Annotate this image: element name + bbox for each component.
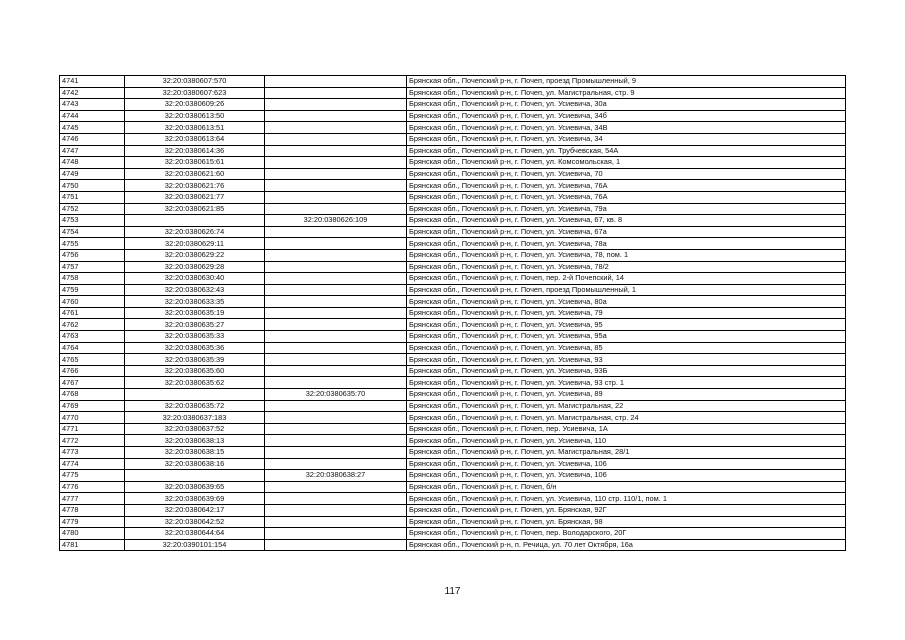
table-row bbox=[60, 307, 846, 319]
row-number-cell: 4761 bbox=[60, 307, 125, 319]
table-row bbox=[60, 342, 846, 354]
address-cell: Брянская обл., Почепский р-н, г. Почеп, ул. Усиевича, 67а bbox=[407, 226, 846, 238]
address-cell: Брянская обл., Почепский р-н, г. Почеп, ул. Усиевича, 78а bbox=[407, 238, 846, 250]
cadastral-number-cell: 32:20:0380638:15 bbox=[125, 447, 265, 459]
address-cell: Брянская обл., Почепский р-н, г. Почеп, ул. Усиевича, 106 bbox=[407, 470, 846, 482]
table-row bbox=[60, 331, 846, 343]
table-row bbox=[60, 110, 846, 122]
row-number-cell: 4755 bbox=[60, 238, 125, 250]
cadastral-number-alt-cell bbox=[265, 99, 407, 111]
address-cell: Брянская обл., Почепский р-н, г. Почеп, пер. 2-й Почепский, 14 bbox=[407, 273, 846, 285]
cadastral-number-cell: 32:20:0390101:154 bbox=[125, 539, 265, 551]
address-cell: Брянская обл., Почепский р-н, г. Почеп, ул. Усиевича, 70 bbox=[407, 168, 846, 180]
cadastral-number-cell: 32:20:0380609:26 bbox=[125, 99, 265, 111]
address-cell: Брянская обл., Почепский р-н, г. Почеп, ул. Усиевича, 106 bbox=[407, 458, 846, 470]
cadastral-number-cell: 32:20:0380635:60 bbox=[125, 365, 265, 377]
address-cell: Брянская обл., Почепский р-н, г. Почеп, ул. Усиевича, 110 стр. 110/1, пом. 1 bbox=[407, 493, 846, 505]
table-row bbox=[60, 215, 846, 227]
cadastral-number-alt-cell bbox=[265, 145, 407, 157]
address-cell: Брянская обл., Почепский р-н, г. Почеп, ул. Усиевича, 89 bbox=[407, 389, 846, 401]
cadastral-number-alt-cell bbox=[265, 110, 407, 122]
cadastral-number-alt-cell bbox=[265, 284, 407, 296]
address-cell: Брянская обл., Почепский р-н, г. Почеп, ул. Усиевича, 78, пом. 1 bbox=[407, 249, 846, 261]
address-cell: Брянская обл., Почепский р-н, г. Почеп, ул. Усиевича, 78/2 bbox=[407, 261, 846, 273]
cadastral-number-alt-cell bbox=[265, 191, 407, 203]
row-number-cell: 4745 bbox=[60, 122, 125, 134]
row-number-cell: 4781 bbox=[60, 539, 125, 551]
table-row bbox=[60, 516, 846, 528]
row-number-cell: 4769 bbox=[60, 400, 125, 412]
cadastral-number-cell: 32:20:0380621:85 bbox=[125, 203, 265, 215]
row-number-cell: 4775 bbox=[60, 470, 125, 482]
cadastral-number-cell bbox=[125, 215, 265, 227]
row-number-cell: 4759 bbox=[60, 284, 125, 296]
address-cell: Брянская обл., Почепский р-н, г. Почеп, ул. Трубчевская, 54А bbox=[407, 145, 846, 157]
address-cell: Брянская обл., Почепский р-н, г. Почеп, ул. Усиевича, 93Б bbox=[407, 365, 846, 377]
cadastral-number-cell: 32:20:0380630:40 bbox=[125, 273, 265, 285]
row-number-cell: 4746 bbox=[60, 133, 125, 145]
row-number-cell: 4776 bbox=[60, 481, 125, 493]
table-row bbox=[60, 481, 846, 493]
cadastral-number-cell: 32:20:0380613:50 bbox=[125, 110, 265, 122]
row-number-cell: 4772 bbox=[60, 435, 125, 447]
cadastral-number-cell: 32:20:0380642:52 bbox=[125, 516, 265, 528]
address-cell: Брянская обл., Почепский р-н, г. Почеп, проезд Промышленный, 9 bbox=[407, 76, 846, 88]
cadastral-number-cell: 32:20:0380635:72 bbox=[125, 400, 265, 412]
cadastral-number-alt-cell bbox=[265, 261, 407, 273]
row-number-cell: 4780 bbox=[60, 528, 125, 540]
table-row bbox=[60, 539, 846, 551]
row-number-cell: 4778 bbox=[60, 504, 125, 516]
table-row bbox=[60, 319, 846, 331]
cadastral-number-alt-cell bbox=[265, 319, 407, 331]
cadastral-number-alt-cell bbox=[265, 180, 407, 192]
cadastral-number-cell: 32:20:0380629:11 bbox=[125, 238, 265, 250]
cadastral-number-alt-cell bbox=[265, 331, 407, 343]
cadastral-number-cell: 32:20:0380632:43 bbox=[125, 284, 265, 296]
cadastral-number-cell: 32:20:0380644:64 bbox=[125, 528, 265, 540]
cadastral-number-cell bbox=[125, 470, 265, 482]
table-row bbox=[60, 168, 846, 180]
cadastral-number-cell: 32:20:0380635:33 bbox=[125, 331, 265, 343]
cadastral-number-cell bbox=[125, 389, 265, 401]
cadastral-number-alt-cell bbox=[265, 249, 407, 261]
cadastral-number-alt-cell bbox=[265, 447, 407, 459]
table-row bbox=[60, 76, 846, 88]
cadastral-number-alt-cell bbox=[265, 157, 407, 169]
row-number-cell: 4766 bbox=[60, 365, 125, 377]
address-cell: Брянская обл., Почепский р-н, г. Почеп, ул. Усиевича, 79а bbox=[407, 203, 846, 215]
table-row bbox=[60, 238, 846, 250]
cadastral-number-cell: 32:20:0380637:52 bbox=[125, 423, 265, 435]
table-row bbox=[60, 365, 846, 377]
cadastral-number-alt-cell bbox=[265, 307, 407, 319]
row-number-cell: 4747 bbox=[60, 145, 125, 157]
address-cell: Брянская обл., Почепский р-н, г. Почеп, ул. Усиевича, 34 bbox=[407, 133, 846, 145]
row-number-cell: 4743 bbox=[60, 99, 125, 111]
cadastral-number-cell: 32:20:0380638:13 bbox=[125, 435, 265, 447]
table-row bbox=[60, 354, 846, 366]
cadastral-number-alt-cell bbox=[265, 342, 407, 354]
table-row bbox=[60, 145, 846, 157]
address-cell: Брянская обл., Почепский р-н, г. Почеп, ул. Усиевича, 93 стр. 1 bbox=[407, 377, 846, 389]
cadastral-number-alt-cell bbox=[265, 458, 407, 470]
cadastral-number-alt-cell bbox=[265, 435, 407, 447]
cadastral-number-alt-cell bbox=[265, 516, 407, 528]
address-cell: Брянская обл., Почепский р-н, г. Почеп, ул. Усиевича, 95а bbox=[407, 331, 846, 343]
cadastral-number-cell: 32:20:0380635:62 bbox=[125, 377, 265, 389]
row-number-cell: 4762 bbox=[60, 319, 125, 331]
row-number-cell: 4741 bbox=[60, 76, 125, 88]
cadastral-number-cell: 32:20:0380639:69 bbox=[125, 493, 265, 505]
row-number-cell: 4764 bbox=[60, 342, 125, 354]
cadastral-number-alt-cell bbox=[265, 493, 407, 505]
cadastral-number-alt-cell bbox=[265, 412, 407, 424]
cadastral-number-cell: 32:20:0380635:27 bbox=[125, 319, 265, 331]
table-row bbox=[60, 400, 846, 412]
address-cell: Брянская обл., Почепский р-н, г. Почеп, ул. Усиевича, 80а bbox=[407, 296, 846, 308]
address-cell: Брянская обл., Почепский р-н, г. Почеп, ул. Брянская, 98 bbox=[407, 516, 846, 528]
address-cell: Брянская обл., Почепский р-н, г. Почеп, ул. Магистральная, стр. 9 bbox=[407, 87, 846, 99]
row-number-cell: 4757 bbox=[60, 261, 125, 273]
page-number: 117 bbox=[444, 586, 461, 597]
row-number-cell: 4767 bbox=[60, 377, 125, 389]
cadastral-number-cell: 32:20:0380637:183 bbox=[125, 412, 265, 424]
table-row bbox=[60, 261, 846, 273]
cadastral-number-alt-cell bbox=[265, 238, 407, 250]
row-number-cell: 4765 bbox=[60, 354, 125, 366]
table-row bbox=[60, 203, 846, 215]
row-number-cell: 4756 bbox=[60, 249, 125, 261]
cadastral-number-cell: 32:20:0380615:61 bbox=[125, 157, 265, 169]
row-number-cell: 4774 bbox=[60, 458, 125, 470]
cadastral-number-alt-cell bbox=[265, 203, 407, 215]
row-number-cell: 4779 bbox=[60, 516, 125, 528]
address-cell: Брянская обл., Почепский р-н, г. Почеп, ул. Усиевича, 85 bbox=[407, 342, 846, 354]
cadastral-number-cell: 32:20:0380635:39 bbox=[125, 354, 265, 366]
cadastral-number-alt-cell: 32:20:0380635:70 bbox=[265, 389, 407, 401]
table-row bbox=[60, 470, 846, 482]
row-number-cell: 4773 bbox=[60, 447, 125, 459]
table-row bbox=[60, 157, 846, 169]
address-cell: Брянская обл., Почепский р-н, г. Почеп, пер. Володарского, 20Г bbox=[407, 528, 846, 540]
address-cell: Брянская обл., Почепский р-н, г. Почеп, ул. Усиевича, 76А bbox=[407, 180, 846, 192]
address-cell: Брянская обл., Почепский р-н, г. Почеп, ул. Магистральная, 22 bbox=[407, 400, 846, 412]
cadastral-number-alt-cell bbox=[265, 87, 407, 99]
cadastral-number-alt-cell bbox=[265, 273, 407, 285]
cadastral-number-alt-cell bbox=[265, 76, 407, 88]
address-cell: Брянская обл., Почепский р-н, г. Почеп, ул. Усиевича, 34б bbox=[407, 110, 846, 122]
cadastral-number-cell: 32:20:0380639:65 bbox=[125, 481, 265, 493]
row-number-cell: 4771 bbox=[60, 423, 125, 435]
cadastral-number-cell: 32:20:0380638:16 bbox=[125, 458, 265, 470]
address-cell: Брянская обл., Почепский р-н, г. Почеп, ул. Усиевича, 93 bbox=[407, 354, 846, 366]
cadastral-number-alt-cell bbox=[265, 377, 407, 389]
row-number-cell: 4748 bbox=[60, 157, 125, 169]
cadastral-number-cell: 32:20:0380629:22 bbox=[125, 249, 265, 261]
cadastral-number-alt-cell bbox=[265, 365, 407, 377]
table-row bbox=[60, 412, 846, 424]
address-cell: Брянская обл., Почепский р-н, г. Почеп, ул. Магистральная, 28/1 bbox=[407, 447, 846, 459]
table-row bbox=[60, 528, 846, 540]
address-cell: Брянская обл., Почепский р-н, п. Речица, ул. 70 лет Октября, 16а bbox=[407, 539, 846, 551]
table-row bbox=[60, 249, 846, 261]
cadastral-number-alt-cell bbox=[265, 539, 407, 551]
table-row bbox=[60, 87, 846, 99]
table-row bbox=[60, 493, 846, 505]
address-cell: Брянская обл., Почепский р-н, г. Почеп, ул. Комсомольская, 1 bbox=[407, 157, 846, 169]
cadastral-number-cell: 32:20:0380613:64 bbox=[125, 133, 265, 145]
registry-table-body bbox=[60, 76, 846, 551]
cadastral-number-alt-cell bbox=[265, 133, 407, 145]
cadastral-number-alt-cell bbox=[265, 400, 407, 412]
table-row bbox=[60, 191, 846, 203]
table-row bbox=[60, 122, 846, 134]
cadastral-number-cell: 32:20:0380633:35 bbox=[125, 296, 265, 308]
table-row bbox=[60, 99, 846, 111]
table-row bbox=[60, 296, 846, 308]
cadastral-number-cell: 32:20:0380614:36 bbox=[125, 145, 265, 157]
address-cell: Брянская обл., Почепский р-н, г. Почеп, ул. Усиевича, 76А bbox=[407, 191, 846, 203]
cadastral-number-alt-cell bbox=[265, 528, 407, 540]
registry-table bbox=[59, 75, 846, 551]
address-cell: Брянская обл., Почепский р-н, г. Почеп, ул. Усиевича, 110 bbox=[407, 435, 846, 447]
row-number-cell: 4753 bbox=[60, 215, 125, 227]
cadastral-number-cell: 32:20:0380635:19 bbox=[125, 307, 265, 319]
table-row bbox=[60, 423, 846, 435]
table-row bbox=[60, 273, 846, 285]
cadastral-number-alt-cell bbox=[265, 296, 407, 308]
address-cell: Брянская обл., Почепский р-н, г. Почеп, ул. Магистральная, стр. 24 bbox=[407, 412, 846, 424]
table-row bbox=[60, 180, 846, 192]
table-row bbox=[60, 133, 846, 145]
cadastral-number-cell: 32:20:0380621:76 bbox=[125, 180, 265, 192]
address-cell: Брянская обл., Почепский р-н, г. Почеп, ул. Усиевича, 67, кв. 8 bbox=[407, 215, 846, 227]
row-number-cell: 4751 bbox=[60, 191, 125, 203]
cadastral-number-cell: 32:20:0380621:60 bbox=[125, 168, 265, 180]
cadastral-number-cell: 32:20:0380626:74 bbox=[125, 226, 265, 238]
table-row bbox=[60, 377, 846, 389]
row-number-cell: 4749 bbox=[60, 168, 125, 180]
table-row bbox=[60, 435, 846, 447]
cadastral-number-alt-cell bbox=[265, 481, 407, 493]
row-number-cell: 4770 bbox=[60, 412, 125, 424]
row-number-cell: 4763 bbox=[60, 331, 125, 343]
cadastral-number-alt-cell bbox=[265, 423, 407, 435]
cadastral-number-cell: 32:20:0380607:623 bbox=[125, 87, 265, 99]
cadastral-number-alt-cell bbox=[265, 226, 407, 238]
cadastral-number-cell: 32:20:0380635:36 bbox=[125, 342, 265, 354]
table-row bbox=[60, 447, 846, 459]
cadastral-number-cell: 32:20:0380607:570 bbox=[125, 76, 265, 88]
cadastral-number-cell: 32:20:0380629:28 bbox=[125, 261, 265, 273]
address-cell: Брянская обл., Почепский р-н, г. Почеп, ул. Усиевича, 30а bbox=[407, 99, 846, 111]
cadastral-number-alt-cell: 32:20:0380626:109 bbox=[265, 215, 407, 227]
table-row bbox=[60, 284, 846, 296]
cadastral-number-alt-cell bbox=[265, 168, 407, 180]
cadastral-number-alt-cell bbox=[265, 354, 407, 366]
table-row bbox=[60, 226, 846, 238]
row-number-cell: 4768 bbox=[60, 389, 125, 401]
address-cell: Брянская обл., Почепский р-н, г. Почеп, ул. Усиевича, 95 bbox=[407, 319, 846, 331]
row-number-cell: 4752 bbox=[60, 203, 125, 215]
address-cell: Брянская обл., Почепский р-н, г. Почеп, проезд Промышленный, 1 bbox=[407, 284, 846, 296]
cadastral-number-alt-cell bbox=[265, 122, 407, 134]
table-row bbox=[60, 389, 846, 401]
row-number-cell: 4760 bbox=[60, 296, 125, 308]
table-row bbox=[60, 458, 846, 470]
address-cell: Брянская обл., Почепский р-н, г. Почеп, пер. Усиевича, 1А bbox=[407, 423, 846, 435]
row-number-cell: 4758 bbox=[60, 273, 125, 285]
cadastral-number-alt-cell: 32:20:0380638:27 bbox=[265, 470, 407, 482]
cadastral-number-cell: 32:20:0380642:17 bbox=[125, 504, 265, 516]
cadastral-number-cell: 32:20:0380613:51 bbox=[125, 122, 265, 134]
row-number-cell: 4742 bbox=[60, 87, 125, 99]
address-cell: Брянская обл., Почепский р-н, г. Почеп, ул. Усиевича, 79 bbox=[407, 307, 846, 319]
table-row bbox=[60, 504, 846, 516]
cadastral-number-cell: 32:20:0380621:77 bbox=[125, 191, 265, 203]
address-cell: Брянская обл., Почепский р-н, г. Почеп, ул. Брянская, 92Г bbox=[407, 504, 846, 516]
cadastral-number-alt-cell bbox=[265, 504, 407, 516]
row-number-cell: 4744 bbox=[60, 110, 125, 122]
address-cell: Брянская обл., Почепский р-н, г. Почеп, ул. Усиевича, 34В bbox=[407, 122, 846, 134]
address-cell: Брянская обл., Почепский р-н, г. Почеп, б/н bbox=[407, 481, 846, 493]
row-number-cell: 4750 bbox=[60, 180, 125, 192]
row-number-cell: 4754 bbox=[60, 226, 125, 238]
row-number-cell: 4777 bbox=[60, 493, 125, 505]
